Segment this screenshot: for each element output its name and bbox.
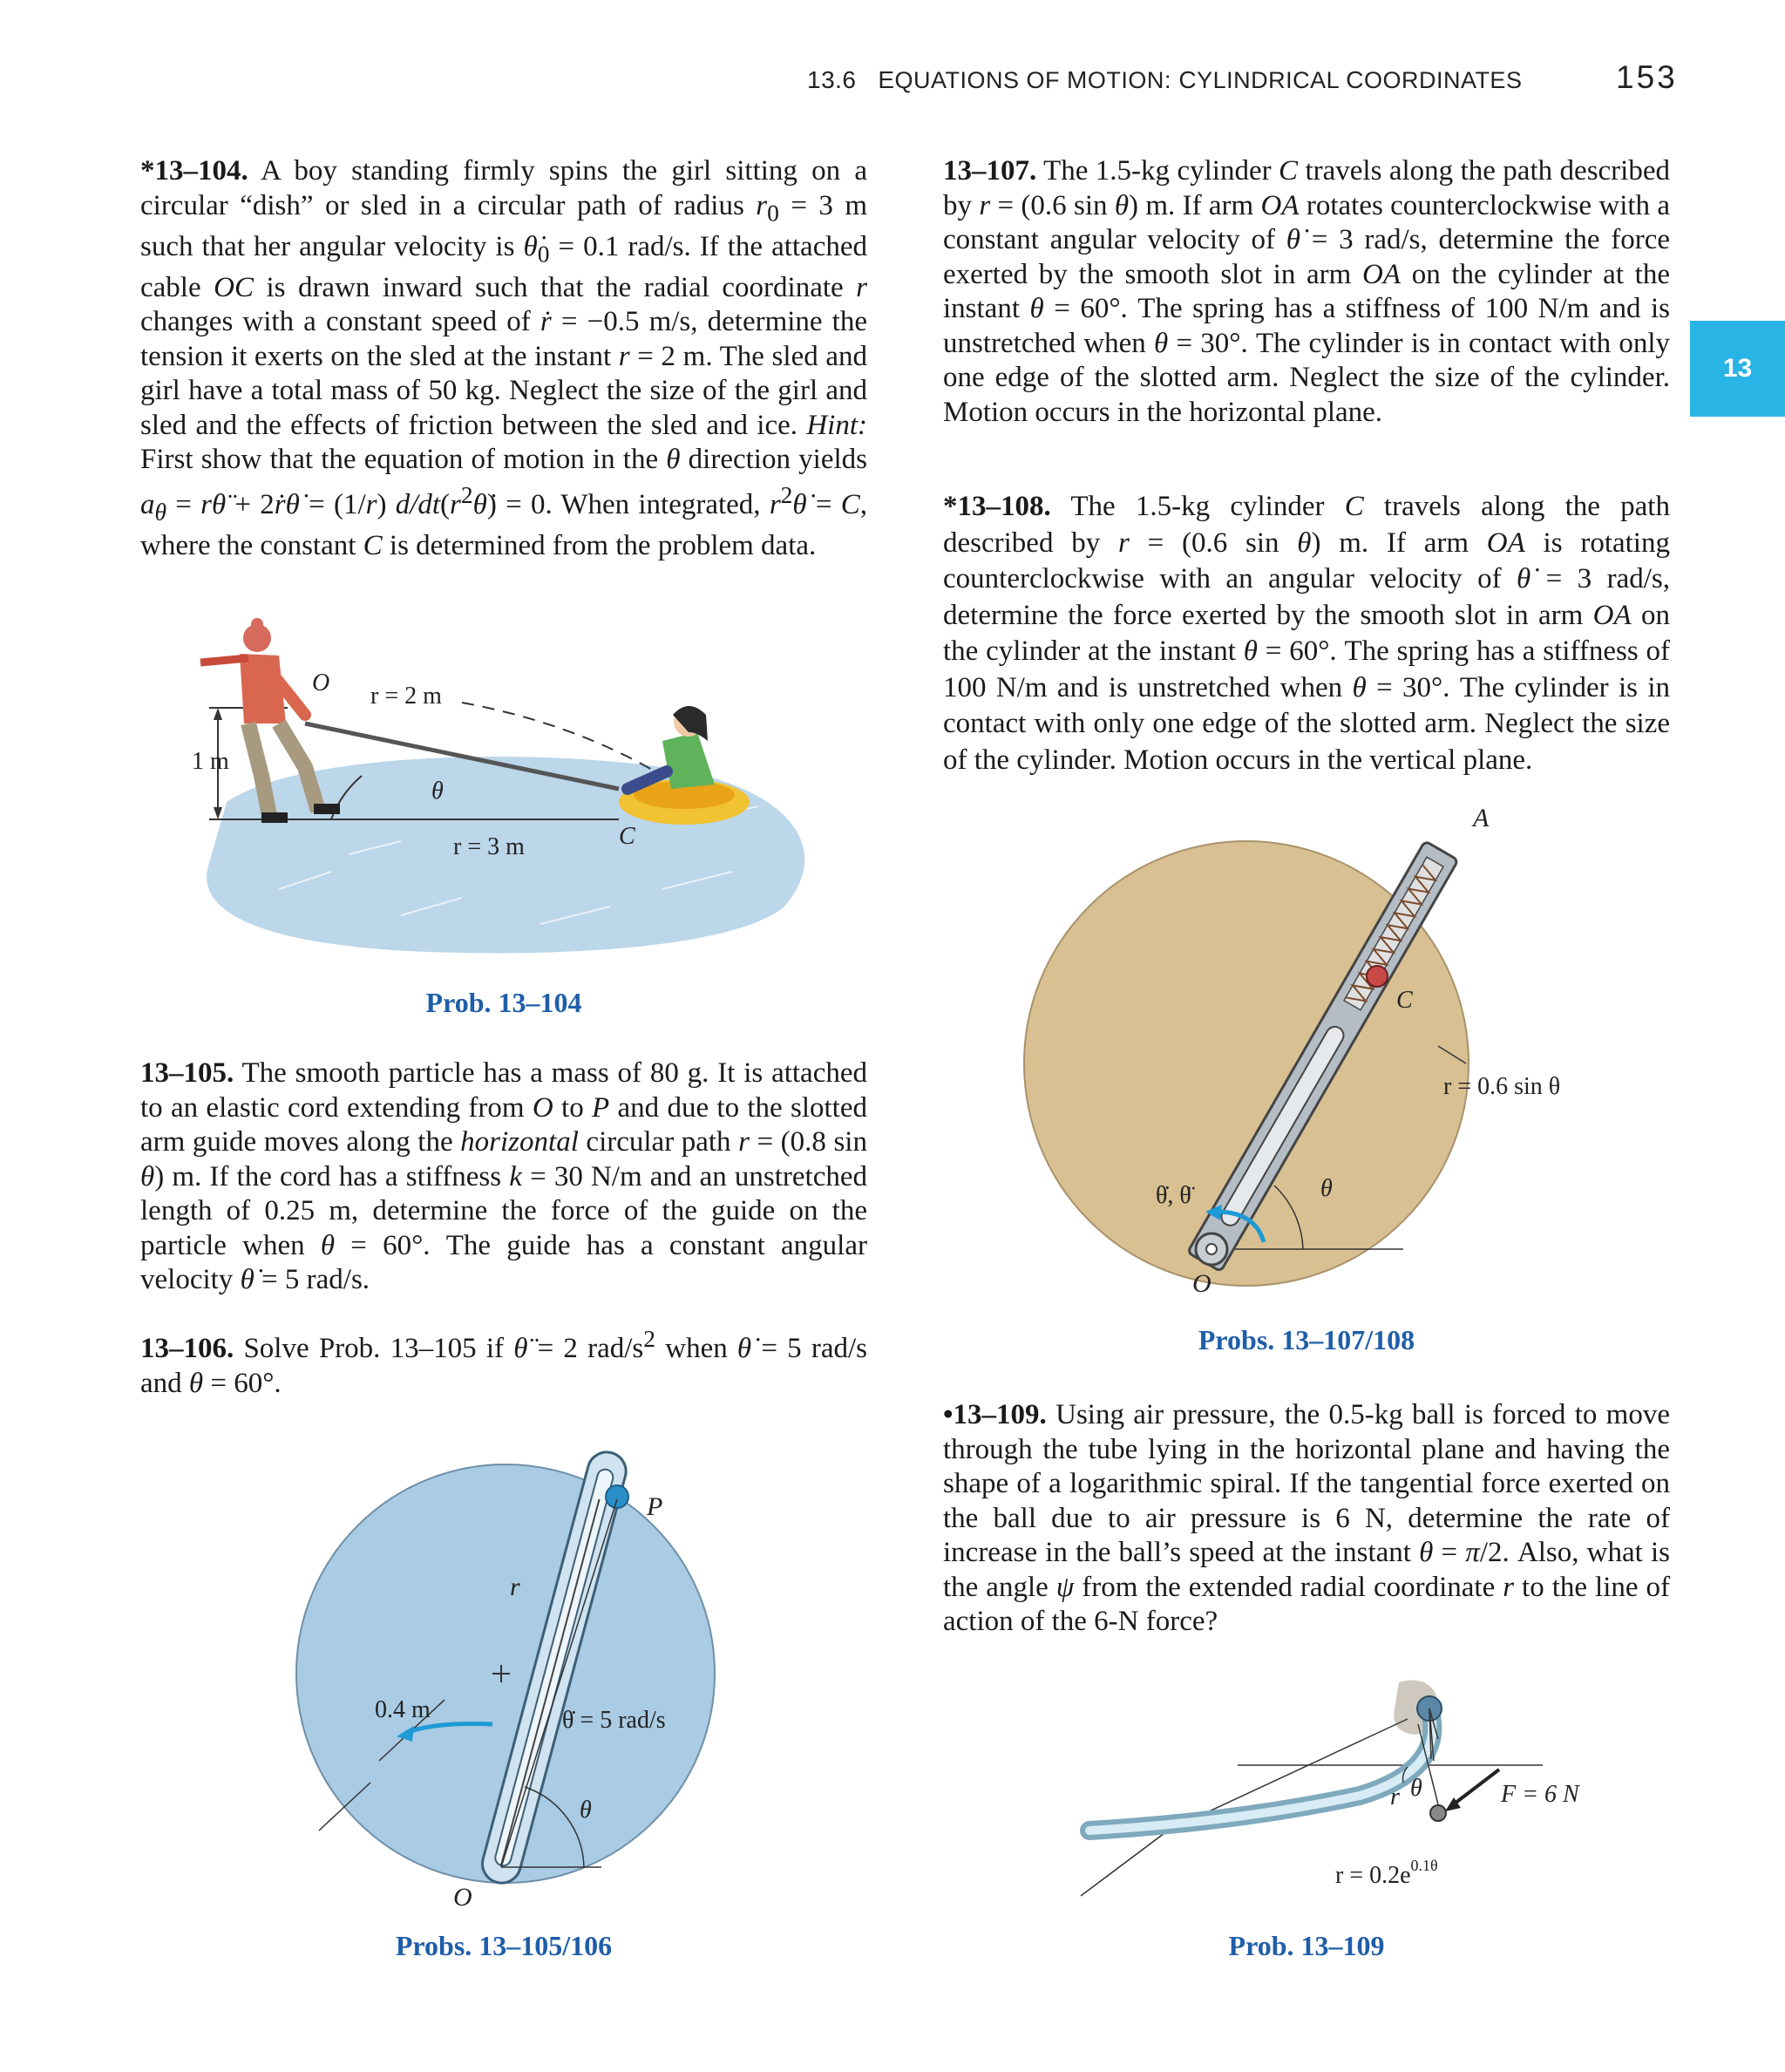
problem-13-109 [943, 1398, 1670, 1640]
ball [1430, 1805, 1446, 1821]
label-r3: r = 3 m [453, 833, 525, 860]
label-O: O [1192, 1269, 1211, 1298]
problem-13-104 [140, 154, 867, 563]
problem-13-104-text: *13–104. A boy standing firmly spins the girl sitting on a circular “dish” or sled in a circular path of radius $r_0 = 3$ m such that her angular velocity is $\thetȧ_0 = 0.1$ rad/s. If the attached cable OC is drawn inward such that the radial coordinate r changes with a constant speed of ṙ = −0.5 m/s, determine the tension it exerts on the sled at the instant r = 2 m. The sled and girl have a total mass of 50 kg. Neglect the size of the girl and sled and the effects of friction between the sled and ice. Hint: First show that the equation of motion in the θ direction yields $a_\theta$ = rθ̈ + 2ṙθ̇ = (1/r) $d/dt(r^2\thetȧ) = 0$. When integrated, $r^2\thetȧ = C$, where the constant C is determined from the problem data. [140, 155, 868, 561]
label-rates: θ̇, θ̈ [1156, 1182, 1191, 1209]
label-r: r [510, 1573, 520, 1601]
problem-13-106 [140, 1321, 867, 1401]
caption-13-107-108: Probs. 13–107/108 [1198, 1324, 1415, 1355]
problem-13-107-text: 13–107. The 1.5-kg cylinder C travels along the path described by r = (0.6 sin θ) m. If arm OA rotates counterclockwise with a constant angular velocity of θ̇ = 3 rad/s, determine the force exerted by the smooth slot in arm OA on the cylinder at the instant θ = 60°. The spring has a stiffness of 100 N/m and is unstretched when θ = 30°. The cylinder is in contact with only one edge of the slotted arm. Neglect the size of the cylinder. Motion occurs in the horizontal plane. [943, 155, 1671, 428]
label-path: r = 0.6 sin θ [1443, 1073, 1561, 1100]
label-theta: θ [1320, 1175, 1333, 1202]
label-A: A [1473, 804, 1490, 832]
label-theta: θ [1410, 1775, 1422, 1802]
figure-13-109 [1063, 1674, 1579, 1909]
problem-13-105-text: 13–105. The smooth particle has a mass of 80 g. It is attached to an elastic cord extending from O to P and due to the slotted arm guide moves along the horizontal circular path r = (0.8 sin θ) m. If the cord has a stiffness k = 30 N/m and an unstretched length of 0.25 m, determine the force of the guide on the particle when θ = 60°. The guide has a constant angular velocity θ̇ = 5 rad/s. [140, 1057, 867, 1295]
label-C: C [1396, 987, 1413, 1014]
label-path: $r = 0.2e^{0.1\theta}$ [1335, 1857, 1438, 1889]
label-F: F = 6 N [1501, 1781, 1579, 1808]
label-r: r [1390, 1783, 1400, 1810]
label-C: C [619, 823, 635, 850]
cylinder-C [1367, 966, 1388, 987]
figure-13-107 [1028, 802, 1569, 1299]
problem-13-108 [943, 489, 1670, 778]
section-title: 13.6 EQUATIONS OF MOTION: CYLINDRICAL COORDINATES [807, 66, 1523, 93]
figure-13-105 [296, 1421, 715, 1918]
page-header [0, 58, 1785, 110]
caption-13-105-106: Probs. 13–105/106 [395, 1930, 613, 1961]
label-theta: θ [580, 1797, 592, 1824]
label-O: O [453, 1883, 472, 1912]
figure-13-104 [174, 601, 837, 959]
problem-13-105 [140, 1056, 867, 1298]
problem-13-106-text: 13–106. Solve Prob. 13–105 if θ̈ = 2 rad/$s^2$ when θ̇ = 5 rad/s and θ = 60°. [140, 1325, 868, 1399]
force-arrow [1451, 1770, 1499, 1806]
problem-13-107 [943, 154, 1670, 430]
problem-13-109-text: •13–109. Using air pressure, the 0.5-kg ball is forced to move through the tube lying in the horizontal plane and having the shape of a logarithmic spiral. If the tangential force exerted on the ball due to air pressure is 6 N, determine the rate of increase in the ball’s speed at the instant θ = π/2. Also, what is the angle ψ from the extended radial coordinate r to the line of action of the 6-N force? [943, 1399, 1670, 1637]
page-number: 153 [1616, 59, 1678, 95]
chapter-tab: 13 [1690, 321, 1785, 417]
boy-figure [200, 618, 340, 823]
label-P: P [647, 1492, 663, 1521]
label-1m: 1 m [192, 748, 229, 775]
caption-13-104: Prob. 13–104 [425, 987, 582, 1018]
particle-P [606, 1485, 628, 1508]
label-04m: 0.4 m [375, 1696, 431, 1723]
label-theta: θ [431, 778, 444, 805]
label-O: O [312, 669, 330, 696]
label-omega: θ̇ = 5 rad/s [562, 1707, 666, 1734]
problem-13-108-text: *13–108. The 1.5-kg cylinder C travels along the path described by r = (0.6 sin θ) m. If arm OA is rotating counterclockwise with an angular velocity of θ̇ = 3 rad/s, determine the force exerted by the smooth slot in arm OA on the cylinder at the instant θ = 60°. The spring has a stiffness of 100 N/m and is unstretched when θ = 30°. The cylinder is in contact with only one edge of the slotted arm. Neglect the size of the cylinder. Motion occurs in the vertical plane. [943, 491, 1670, 776]
caption-13-109: Prob. 13–109 [1228, 1930, 1385, 1961]
label-r2: r = 2 m [370, 683, 442, 710]
